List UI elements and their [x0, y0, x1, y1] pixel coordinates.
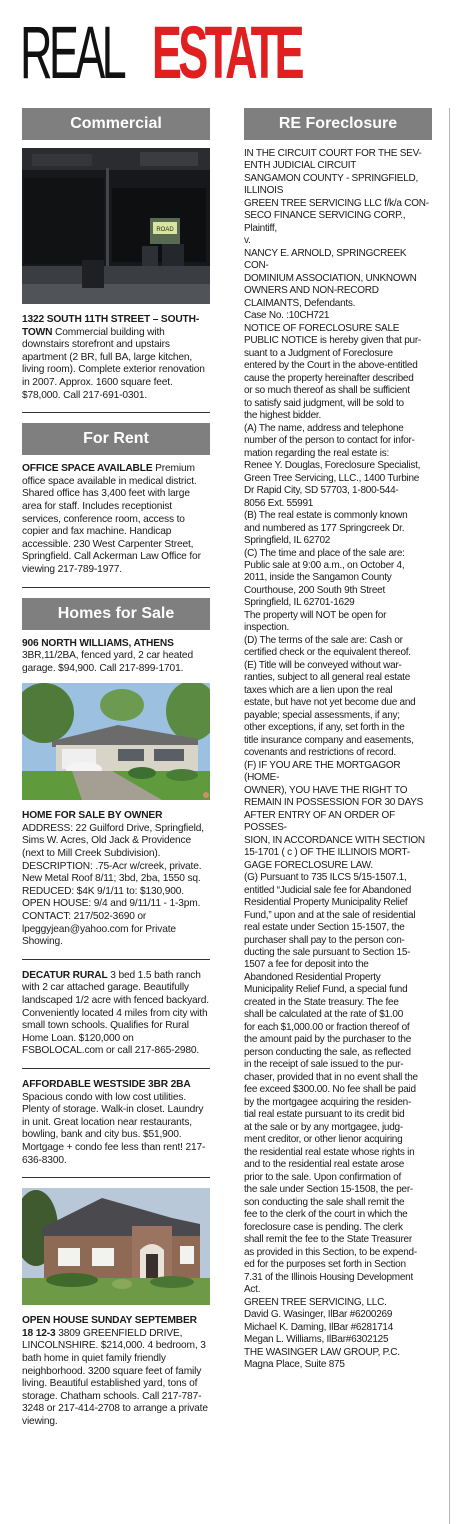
homes-for-sale-heading: Homes for Sale — [22, 598, 210, 630]
listing-headline: DECATUR RURAL — [22, 969, 108, 981]
home-listing-open-house — [22, 1315, 210, 1428]
brick-house-photo — [22, 1188, 210, 1305]
divider — [22, 587, 210, 588]
right-column — [244, 108, 432, 1371]
listing-body: Spacious condo with low cost utilities. Plenty of storage. Walk-in closet. Laundry in unit. Great location near restaurants, bowling, bank and city bus. $51,900. Mortgage + condo fee less than rent! 217-636-8300. — [22, 1091, 206, 1166]
listing-body: Premium office space available in medical district. Shared office has 3,400 feet with large area for staff. Includes receptionist services, conference room, access to copier and fax machine. Handicap accessible. 230 West Carpenter Street, Springfield. Call Ackerman Law Office for viewing 217-789-1977. — [22, 463, 201, 575]
divider — [22, 1068, 210, 1069]
road-sign-text: ROAD — [156, 227, 174, 233]
listing-headline: OPEN HOUSE SUNDAY SEPTEMBER 18 12-3 — [22, 1315, 197, 1339]
divider — [22, 959, 210, 960]
divider — [22, 1177, 210, 1178]
home-listing-by-owner — [22, 810, 210, 949]
rent-listing — [22, 463, 210, 576]
listing-headline: 1322 SOUTH 11TH STREET – SOUTH-TOWN — [22, 314, 200, 338]
listing-body: 3BR,11/2BA, fenced yard, 2 car heated garage. $94,900. Call 217-899-1701. — [22, 650, 193, 674]
listing-headline: 906 NORTH WILLIAMS, ATHENS — [22, 637, 174, 649]
ranch-house-image — [22, 683, 210, 800]
divider — [22, 412, 210, 413]
foreclosure-notice-text: IN THE CIRCUIT COURT FOR THE SEV- ENTH JUDICIAL CIRCUIT SANGAMON COUNTY - SPRINGFIELD, ILLINOIS GREEN TREE SERVICING LLC f/k/a CON- SECO FINANCE SERVICING CORP., Plaintiff, v. NANCY E. ARNOLD, SPRINGCREEK CON- DOMINIUM ASSOCIATION, UNKNOWN OWNERS AND NON-RECORD CLAIMANTS, Defendants. Case No. :10CH721 NOTICE OF FORECLOSURE SALE PUBLIC NOTICE is hereby given that pur- suant to a Judgment of Foreclosure entered by the Court in the above-entitled cause the property hereinafter described or so much thereof as shall be sufficient to satisfy said judgment, will be sold to the highest bidder. (A) The name, address and telephone number of the person to contact for infor- mation regarding the real estate is: Renee Y. Douglas, Foreclosure Specialist, Green Tree Servicing, LLC., 1400 Turbine Dr Rapid City, SD 57703, 1-800-544- 8056 Ext. 55991 (B) The real estate is commonly known and numbered as 177 Springcreek Dr. Springfield, IL 62702 (C) The time and place of the sale are: Public sale at 9:00 a.m., on October 4, 2011, inside the Sangamon County Courthouse, 200 South 9th Street Springfield, IL 62701-1629 The property will NOT be open for inspection. (D) The terms of the sale are: Cash or certified check or the equivalent thereof. (E) Title will be conveyed without war- ranties, subject to all general real estate taxes which are a lien upon the real estate, but have not yet become due and payable; special assessments, if any; other exceptions, if any, set forth in the title insurance company and easements, covenants and restrictions of record. (F) IF YOU ARE THE MORTGAGOR (HOME- OWNER), YOU HAVE THE RIGHT TO REMAIN IN POSSESSION FOR 30 DAYS AFTER ENTRY OF AN ORDER OF POSSES- SION, IN ACCORDANCE WITH SECTION 15-1701 ( c ) OF THE ILLINOIS MORT- GAGE FORECLOSURE LAW. (G) Pursuant to 735 ILCS 5/15-1507.1, entitled “Judicial sale fee for Abandoned Residential Property Municipality Relief Fund,” upon and at the sale of residential real estate under Section 15-1507, the purchaser shall pay to the person con- ducting the sale pursuant to Section 15- 1507 a fee for deposit into the Abandoned Residential Property Municipality Relief Fund, a special fund created in the State treasury. The fee shall be calculated at the rate of $1.00 for each $1,000.00 or fraction thereof of the amount paid by the purchaser to the person conducting the sale, as reflected in the receipt of sale issued to the pur- chaser, provided that in no event shall the fee exceed $300.00. No fee shall be paid by the mortgagee acquiring the residen- tial real estate pursuant to its credit bid at the sale or by any mortgagee, judg- ment creditor, or other lienor acquiring the residential real estate whose rights in and to the residential real estate arose prior to the sale. Upon confirmation of the sale under Section 15-1508, the per- son conducting the sale shall remit the fee to the clerk of the court in which the foreclosure case is pending. The clerk shall remit the fee to the State Treasurer as provided in this Section, to be expend- ed for the purposes set forth in Section 7.31 of the Illinois Housing Development Act. GREEN TREE SERVICING, LLC. David G. Wasinger, IlBar #6200269 Michael K. Daming, IlBar #6281714 Megan L. Williams, IlBar#6302125 THE WASINGER LAW GROUP, P.C. Magna Place, Suite 875 — [244, 148, 429, 1370]
masthead-estate: ESTATE — [152, 11, 302, 94]
masthead-title — [20, 8, 343, 98]
home-listing-decatur — [22, 970, 210, 1058]
listing-body: 3809 GREENFIELD DRIVE, LINCOLNSHIRE. $214,000. 4 bedroom, 3 bath home in quiet family friendly neighborhood. 3200 square feet of family living. Beautiful established yard, tons of storage. Chatham schools. Call 217-787-3248 or 217-414-2708 to arrange a private viewing. — [22, 1327, 208, 1427]
for-rent-heading: For Rent — [22, 423, 210, 455]
listing-body: 3 bed 1.5 bath ranch with 2 car attached garage. Beautifully landscaped 1/2 acre with fenced backyard. Conveniently located 4 miles from city with small town schools. Qualifies for Rural Home Loan. $120,000 on FSBOLOCAL.com or call 217-865-2980. — [22, 969, 209, 1057]
left-column — [22, 108, 210, 1428]
column-divider — [449, 108, 450, 1524]
ranch-house-photo — [22, 683, 210, 800]
commercial-listing — [22, 314, 210, 402]
listing-headline: OFFICE SPACE AVAILABLE — [22, 463, 153, 475]
listing-headline: HOME FOR SALE BY OWNER — [22, 810, 163, 822]
listing-headline: AFFORDABLE WESTSIDE 3BR 2BA — [22, 1078, 191, 1090]
masthead-real: REAL — [20, 11, 124, 94]
listing-body: ADDRESS: 22 Guilford Drive, Springfield, Sims W. Acres, Old Jack & Providence (next to Mill Creek Subdivision). DESCRIPTION: .75-Acr w/creek, private. New Metal Roof 8/11; 3bd, 2ba, 1550 sq. REDUCED: $4K 9/1/11 to: $130,900. OPEN HOUSE: 9/4 and 9/11/11 - 1-3pm. CONTACT: 217/502-3690 or lpeggyjean@yahoo.com for Private Showing. — [22, 822, 204, 948]
commercial-building-image — [22, 148, 210, 304]
masthead — [20, 8, 459, 98]
commercial-building-photo — [22, 148, 210, 304]
re-foreclosure-heading: RE Foreclosure — [244, 108, 432, 140]
home-listing-westside — [22, 1079, 210, 1167]
commercial-heading: Commercial — [22, 108, 210, 140]
brick-house-image — [22, 1188, 210, 1305]
home-listing-athens — [22, 638, 210, 676]
listing-body: Commercial building with downstairs storefront and upstairs apartment (2 BR, full BA, large kitchen, living room). Complete exterior renovation in 2007. Approx. 1600 square feet. $78,000. Call 217-691-0301. — [22, 326, 205, 401]
